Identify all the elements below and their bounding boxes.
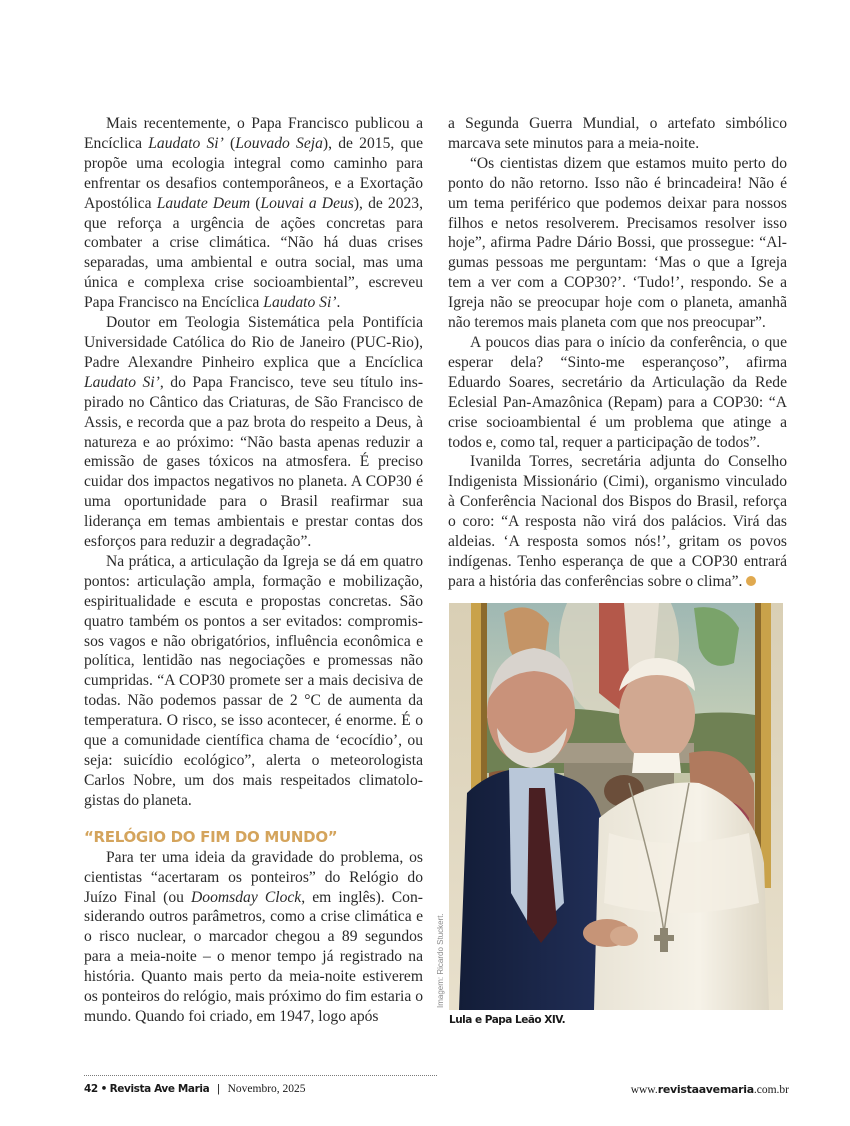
photo-illustration [449, 603, 783, 1010]
url-domain: revistaavemaria [657, 1083, 754, 1096]
footer-divider [84, 1075, 437, 1076]
article-column-right [448, 114, 787, 592]
section-subheading: “RELÓGIO DO FIM DO MUNDO” [84, 827, 338, 846]
page-number: 42 [84, 1083, 98, 1095]
paragraph: Para ter uma ideia da gravidade do problema, os cientistas “acertaram os ponteiros” do Relógio do Juízo Final (ou Doomsday Clock, em inglês). Considerando outros parâmetros, como a crise climática e o risco nuclear, o marcador chegou a 89 segundos para a meia-noite – o menor tempo já registrado na história. Quanto mais perto da meia-noite estiverem os ponteiros do relógio, mais próximo do fim estaria o mundo. Quando foi criado, em 1947, logo após [84, 848, 423, 1025]
photo-caption: Lula e Papa Leão XIV. [449, 1014, 566, 1026]
magazine-name: Revista Ave Maria [109, 1083, 210, 1095]
paragraph: A poucos dias para o início da conferência, o que esperar dela? “Sinto-me esperançoso”, afirma Eduardo Soares, secretário da Articulação da Rede Eclesial Pan-Amazônica (Repam) para a COP30: “A crise socioambiental é um problema que atinge a todos e, como tal, requer a participação de todos”. [448, 333, 787, 451]
paragraph: Doutor em Teologia Sistemática pela Pontifícia Universidade Católica do Rio de Janeiro (PUC-Rio), Padre Alexandre Pinheiro explica que a Encíclica Laudato Si’, do Papa Francisco, teve seu título inspirado no Cântico das Criaturas, de São Francisco de Assis, e recorda que a paz brota do respeito a Deus, à natureza e ao próximo: “Não basta apenas reduzir a emissão de gases tóxicos na atmosfera. É preciso cuidar dos impactos negativos no planeta. A COP30 é uma oportunidade para o Brasil reafirmar sua liderança em temas ambientais e prestar contas dos esforços para reduzir a degradação”. [84, 314, 424, 551]
paragraph: “Os cientistas dizem que estamos muito perto do ponto do não retorno. Isso não é brincadeira! Não é um tema periférico que podemos deixar para nossos filhos e netos resolverem. Precisamos resolver isso hoje”, afirma Padre Dário Bossi, que prossegue: “Algumas pessoas me perguntam: ‘Mas o que a Igreja tem a ver com a COP30?’. ‘Tudo!’, respondo. Se a Igreja não se preocupar hoje com o planeta, amanhã não teremos mais planeta com que nos preocupar”. [448, 154, 787, 332]
paragraph: Mais recentemente, o Papa Francisco publicou a Encíclica Laudato Si’ (Louvado Seja), de 2015, que propõe uma ecologia integral como caminho para enfrentar os desafios contemporâneos, e a Exortação Apostólica Laudate Deum (Louvai a Deus), de 2023, que reforça a urgência de ações concretas para combater a crise climática. “Não há duas crises separadas, uma ambiental e outra social, mas uma única e complexa crise socioambiental”, escreveu Papa Francisco na Encíclica Laudato Si’. [84, 115, 424, 312]
end-of-article-dot-icon [746, 576, 756, 586]
article-photo [449, 603, 783, 1010]
paragraph-continuation: a Segunda Guerra Mundial, o artefato simbólico marcava sete minutos para a meia-noite. [448, 115, 787, 152]
url-prefix: www. [630, 1084, 658, 1096]
footer-folio [84, 1083, 306, 1095]
paragraph: Na prática, a articulação da Igreja se dá em quatro pontos: articulação ampla, formação e mobilização, espiritualidade e escuta e propostas concretas. São quatro também os pontos a ser evitados: compromissos vagos e não obrigatórios, influência econômica e política, lentidão nas negociações e promessas não cumpridas. “A COP30 promete ser a mais decisiva de todas. Não podemos passar de 2 °C de aumenta da temperatura. O risco, se isso acontecer, é enorme. É o que a comunidade científica chama de ‘ecocídio’, ou seja: suicídio ecológico”, alerta o meteorologista Carlos Nobre, um dos mais respeitados climatologistas do planeta. [84, 552, 423, 809]
paragraph: Ivanilda Torres, secretária adjunta do Conselho Indigenista Missionário (Cimi), organismo vinculado à Conferência Nacional dos Bispos do Brasil, reforça o coro: “A resposta não virá dos palácios. Virá das aldeias. ‘A resposta somos nós!’, gritam os povos indígenas. Tenho esperança de que a COP30 entrará para a história das conferências sobre o clima”. [448, 453, 787, 590]
issue-date: Novembro, 2025 [227, 1083, 306, 1095]
photo-credit: Imagem: Ricardo Stuckert. [436, 913, 445, 1008]
pipe-separator: | [217, 1083, 220, 1095]
url-suffix: .com.br [753, 1084, 789, 1096]
website-url[interactable] [631, 1083, 789, 1096]
article-column-left [84, 114, 423, 1027]
bullet-separator: • [100, 1083, 107, 1095]
